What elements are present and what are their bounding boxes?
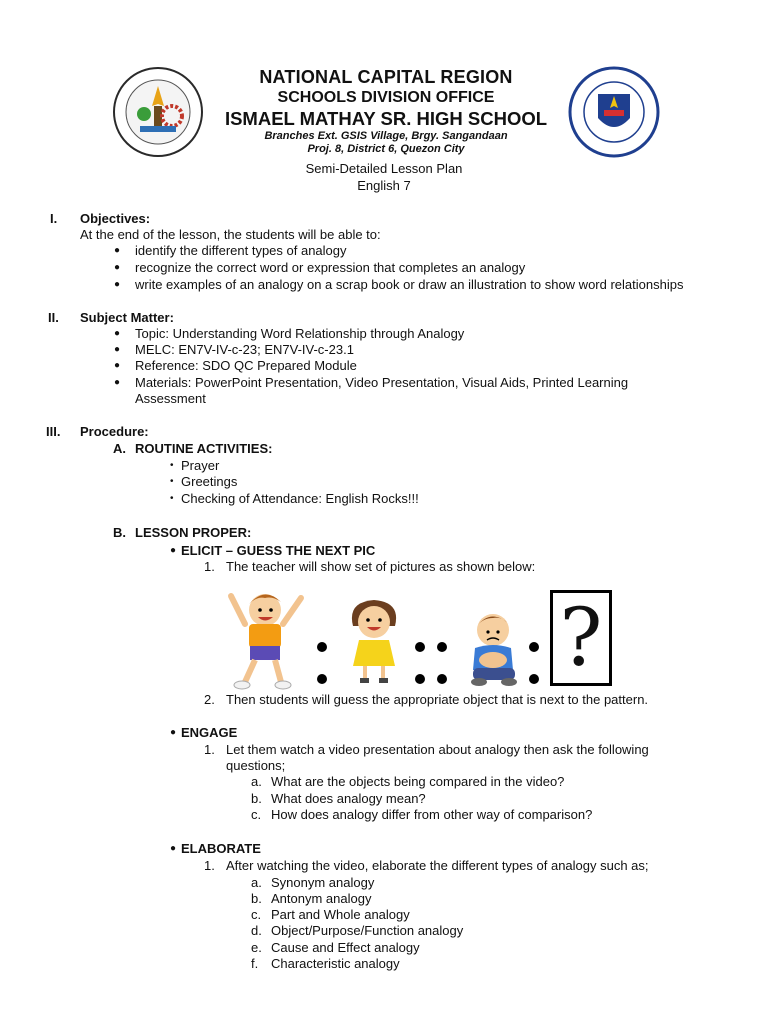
mystery-picture-box — [550, 590, 612, 686]
colon-dot — [317, 642, 327, 652]
question-label: c. — [251, 807, 262, 822]
elicit-heading: ELICIT – GUESS THE NEXT PIC — [181, 543, 376, 558]
bullet-dot: ● — [114, 344, 121, 355]
bullet-dot: ● — [170, 843, 177, 854]
header-address-1: Branches Ext. GSIS Village, Brgy. Sangandaan — [264, 130, 508, 142]
analogy-type-label: f. — [251, 956, 259, 971]
objective-item: identify the different types of analogy — [135, 243, 347, 258]
subject-item: Materials: PowerPoint Presentation, Video Presentation, Visual Aids, Printed Learning — [135, 375, 629, 390]
colon-dot — [437, 642, 447, 652]
analogy-type-item: Characteristic analogy — [271, 956, 400, 971]
analogy-type-item: Part and Whole analogy — [271, 907, 410, 922]
routine-heading: ROUTINE ACTIVITIES: — [135, 441, 273, 456]
colon-dot — [317, 674, 327, 684]
objectives-intro: At the end of the lesson, the students will be able to: — [80, 227, 381, 242]
subject-item: Topic: Understanding Word Relationship through Analogy — [135, 326, 465, 341]
bullet-dot: ● — [114, 245, 121, 256]
bullet-dot: ● — [114, 262, 121, 273]
bullet-dot: • — [170, 460, 174, 471]
engage-step-1: Let them watch a video presentation about analogy then ask the following — [226, 742, 649, 757]
elicit-step-1: The teacher will show set of pictures as shown below: — [226, 559, 536, 574]
routine-item: Prayer — [181, 458, 220, 473]
colon-dot — [415, 642, 425, 652]
objectives-number: I. — [50, 211, 58, 226]
colon-dot — [529, 642, 539, 652]
analogy-type-label: d. — [251, 923, 262, 938]
bullet-dot: ● — [114, 279, 121, 290]
elaborate-step-1: After watching the video, elaborate the different types of analogy such as; — [226, 858, 649, 873]
subject-item: MELC: EN7V-IV-c-23; EN7V-IV-c-23.1 — [135, 342, 354, 357]
analogy-picture-pattern — [225, 582, 620, 692]
question-item: How does analogy differ from other way of comparison? — [271, 807, 593, 822]
objective-item: recognize the correct word or expression that completes an analogy — [135, 260, 526, 275]
bullet-dot: ● — [114, 328, 121, 339]
colon-dot — [415, 674, 425, 684]
header-region: NATIONAL CAPITAL REGION — [259, 67, 513, 87]
lesson-plan-title: Semi-Detailed Lesson Plan — [305, 161, 463, 176]
subject-item-continued: Assessment — [135, 391, 206, 406]
school-seal-logo — [112, 66, 204, 158]
bullet-dot: • — [170, 493, 174, 504]
elicit-step-2: Then students will guess the appropriate object that is next to the pattern. — [226, 692, 649, 707]
elicit-step-number: 1. — [204, 559, 215, 574]
analogy-type-label: c. — [251, 907, 262, 922]
happy-boy-illustration — [225, 582, 310, 692]
question-label: a. — [251, 774, 262, 789]
analogy-type-item: Object/Purpose/Function analogy — [271, 923, 464, 938]
deped-seal-logo — [568, 66, 660, 158]
question-item: What does analogy mean? — [271, 791, 426, 806]
analogy-type-label: a. — [251, 875, 262, 890]
happy-girl-illustration — [343, 596, 405, 684]
subject-number: II. — [48, 310, 59, 325]
routine-label: A. — [113, 441, 126, 456]
bullet-dot: ● — [170, 545, 177, 556]
analogy-type-label: b. — [251, 891, 262, 906]
engage-step-1-continued: questions; — [226, 758, 286, 773]
subject-heading: Subject Matter: — [80, 310, 174, 325]
colon-dot — [437, 674, 447, 684]
procedure-number: III. — [46, 424, 61, 439]
header-division: SCHOOLS DIVISION OFFICE — [277, 89, 495, 106]
header-address-2: Proj. 8, District 6, Quezon City — [307, 143, 465, 155]
engage-step-number: 1. — [204, 742, 215, 757]
lesson-plan-subject: English 7 — [357, 178, 411, 193]
objectives-heading: Objectives: — [80, 211, 151, 226]
question-label: b. — [251, 791, 262, 806]
engage-heading: ENGAGE — [181, 725, 238, 740]
procedure-heading: Procedure: — [80, 424, 149, 439]
bullet-dot: ● — [114, 360, 121, 371]
sad-boy-illustration — [465, 604, 525, 686]
header-school-name: ISMAEL MATHAY SR. HIGH SCHOOL — [224, 108, 548, 129]
objective-item: write examples of an analogy on a scrap book or draw an illustration to show word relationships — [135, 277, 684, 292]
elaborate-step-number: 1. — [204, 858, 215, 873]
bullet-dot: ● — [114, 377, 121, 388]
elicit-step-number: 2. — [204, 692, 215, 707]
lesson-proper-heading: LESSON PROPER: — [135, 525, 252, 540]
bullet-dot: ● — [170, 727, 177, 738]
analogy-type-item: Synonym analogy — [271, 875, 375, 890]
school-header — [112, 64, 660, 160]
lesson-proper-label: B. — [113, 525, 126, 540]
colon-dot — [529, 674, 539, 684]
analogy-type-item: Antonym analogy — [271, 891, 372, 906]
routine-item: Greetings — [181, 474, 238, 489]
question-item: What are the objects being compared in the video? — [271, 774, 565, 789]
routine-item: Checking of Attendance: English Rocks!!! — [181, 491, 419, 506]
bullet-dot: • — [170, 476, 174, 487]
subject-item: Reference: SDO QC Prepared Module — [135, 358, 357, 373]
analogy-type-item: Cause and Effect analogy — [271, 940, 420, 955]
elaborate-heading: ELABORATE — [181, 841, 261, 856]
analogy-type-label: e. — [251, 940, 262, 955]
question-mark: ? — [559, 591, 603, 684]
